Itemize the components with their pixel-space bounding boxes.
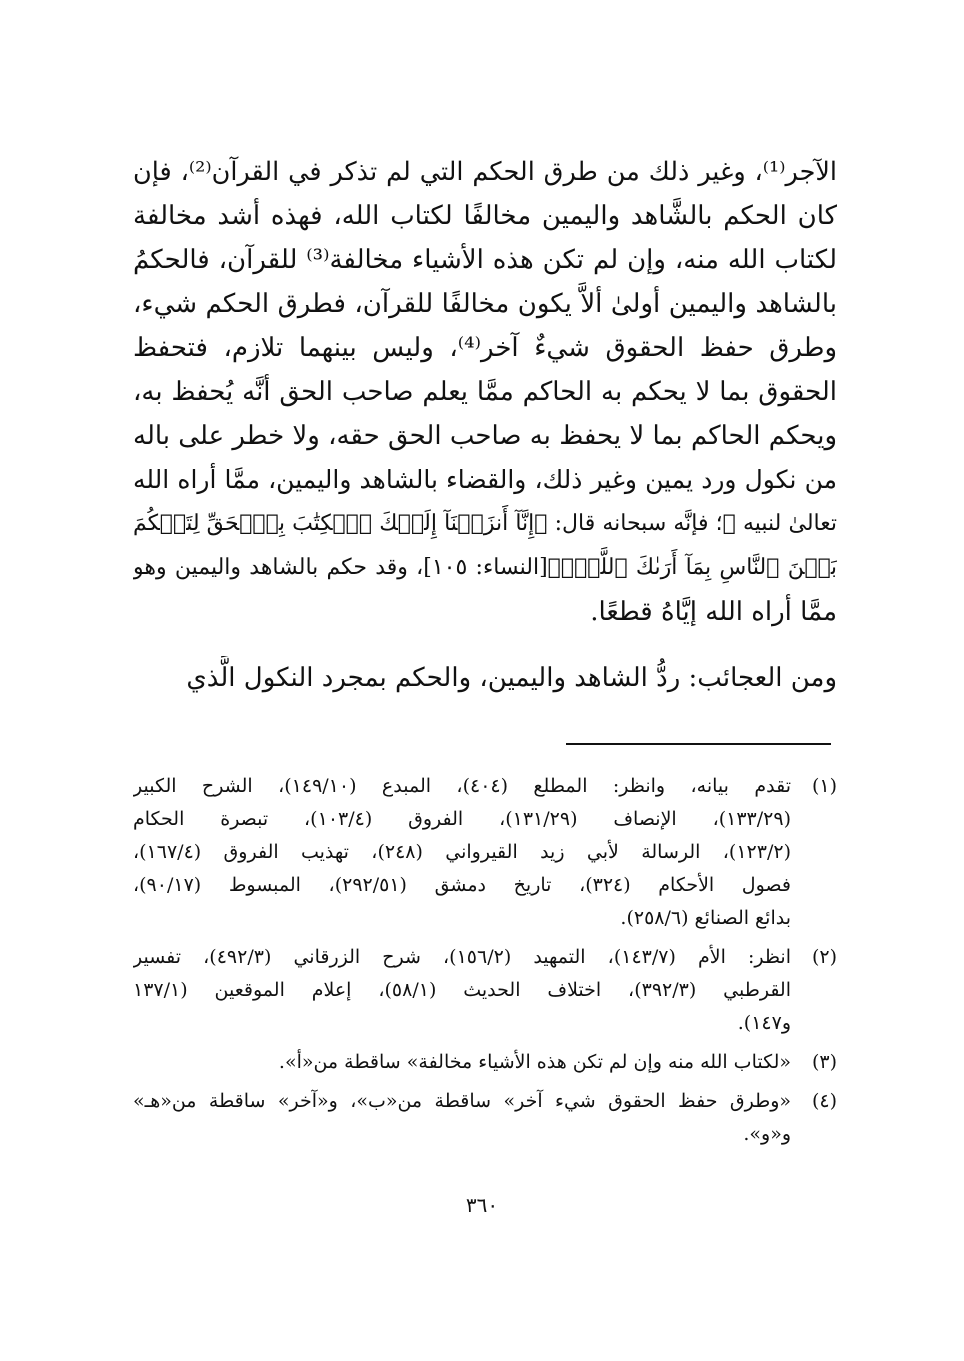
footnote-4	[133, 1085, 837, 1151]
text-line: لكتاب الله منه، وإن لم تكن هذه الأشياء مخالفة⁽³⁾ للقرآن، فالحكمُ	[133, 245, 837, 275]
footnote-line: فصول الأحكام (٣٢٤)، تاريخ دمشق (٢٩٢/٥١)، المبسوط (٩٠/١٧)،	[133, 874, 791, 896]
footnote-line: (١٣٣/٢٩)، الإنصاف (١٣١/٢٩)، الفروق (١٠٣/٤)، تبصرة الحكام	[133, 808, 791, 830]
footnote-number: (٣)	[811, 1051, 837, 1073]
text-line: من نكول ورد يمين وغير ذلك، والقضاء بالشاهد واليمين، ممَّا أراه الله	[133, 465, 837, 494]
footnote-line: انظر: الأم (١٤٣/٧)، التمهيد (١٥٦/٢)، شرح الزرقاني (٤٩٢/٣)، تفسير	[133, 946, 791, 968]
paragraph-gap	[133, 634, 837, 656]
quran-verse-line: تعالىٰ لنبيه ﷺ؛ فإنَّه سبحانه قال: ﴿إِنَّآ أَنزَلۡنَآ إِلَيۡكَ ٱلۡكِتَٰبَ بِٱلۡحَقِّ لِتَحۡكُمَ	[133, 511, 837, 536]
footnote-3	[133, 1046, 837, 1079]
footnote-line: و١٤٧).	[737, 1012, 791, 1034]
footnote-number: (٢)	[811, 946, 837, 968]
footnote-body	[133, 1085, 791, 1151]
footnote-line: القرطبي (٣٩٢/٣)، اختلاف الحديث (٥٨/١)، إعلام الموقعين (١٣٧/١	[133, 979, 791, 1001]
text-line: الحقوق بما لا يحكم به الحاكم ممَّا يعلم صاحب الحق أنَّه يُحفظ به،	[133, 377, 837, 407]
footnote-body	[133, 1046, 791, 1079]
text-line: ويحكم الحاكم بما لا يحفظ به صاحب الحق حقه، ولا خطر على باله	[133, 421, 837, 451]
footnote-line: تقدم بيانه، وانظر: المطلع (٤٠٤)، المبدع (١٤٩/١٠)، الشرح الكبير	[133, 775, 791, 797]
footnote-line: و«و».	[743, 1123, 791, 1145]
main-text	[133, 150, 837, 700]
text-line: بالشاهد واليمين أولىٰ ألاَّ يكون مخالفًا للقرآن، فطرق الحكم شيء،	[133, 289, 837, 319]
footnote-1	[133, 770, 837, 935]
text-line: ممَّا أراه الله إيَّاهُ قطعًا.	[590, 597, 837, 627]
footnote-body	[133, 941, 791, 1040]
footnote-line: «لكتاب الله منه وإن لم تكن هذه الأشياء مخالفة» ساقطة من«أ».	[278, 1051, 791, 1073]
text-line: وطرق حفظ الحقوق شيءٌ آخر⁽⁴⁾، وليس بينهما تلازم، فتحفظ	[133, 333, 837, 363]
footnote-number: (١)	[811, 775, 837, 797]
quran-verse-line: بَيۡنَ ٱلنَّاسِ بِمَآ أَرَىٰكَ ٱللَّهُۚ﴾[النساء: ١٠٥]، وقد حكم بالشاهد واليمين وهو	[133, 555, 837, 580]
footnotes	[133, 770, 837, 1157]
footnote-line: بدائع الصنائع (٢٥٨/٦).	[620, 907, 791, 929]
footnote-separator	[566, 743, 831, 745]
footnote-body	[133, 770, 791, 935]
page-number: ٣٦٠	[465, 1193, 499, 1217]
footnote-number: (٤)	[811, 1090, 837, 1112]
text-line: كان الحكم بالشَّاهد واليمين مخالفًا لكتاب الله، فهذه أشد مخالفة	[133, 201, 837, 231]
footnote-line: (١٢٣/٢)، الرسالة لأبي زيد القيرواني (٢٤٨)، تهذيب الفروق (١٦٧/٤)،	[133, 841, 791, 863]
footnote-2	[133, 941, 837, 1040]
footnote-line: «وطرق حفظ الحقوق شيء آخر» ساقطة من«ب»، و«آخر» ساقطة من«هـ»	[133, 1090, 791, 1112]
text-line: الآجر⁽¹⁾، وغير ذلك من طرق الحكم التي لم تذكر في القرآن⁽²⁾، فإن	[133, 157, 837, 187]
paragraph-start-line: ومن العجائب: ردُّ الشاهد واليمين، والحكم بمجرد النكول الَّذي	[186, 663, 837, 693]
